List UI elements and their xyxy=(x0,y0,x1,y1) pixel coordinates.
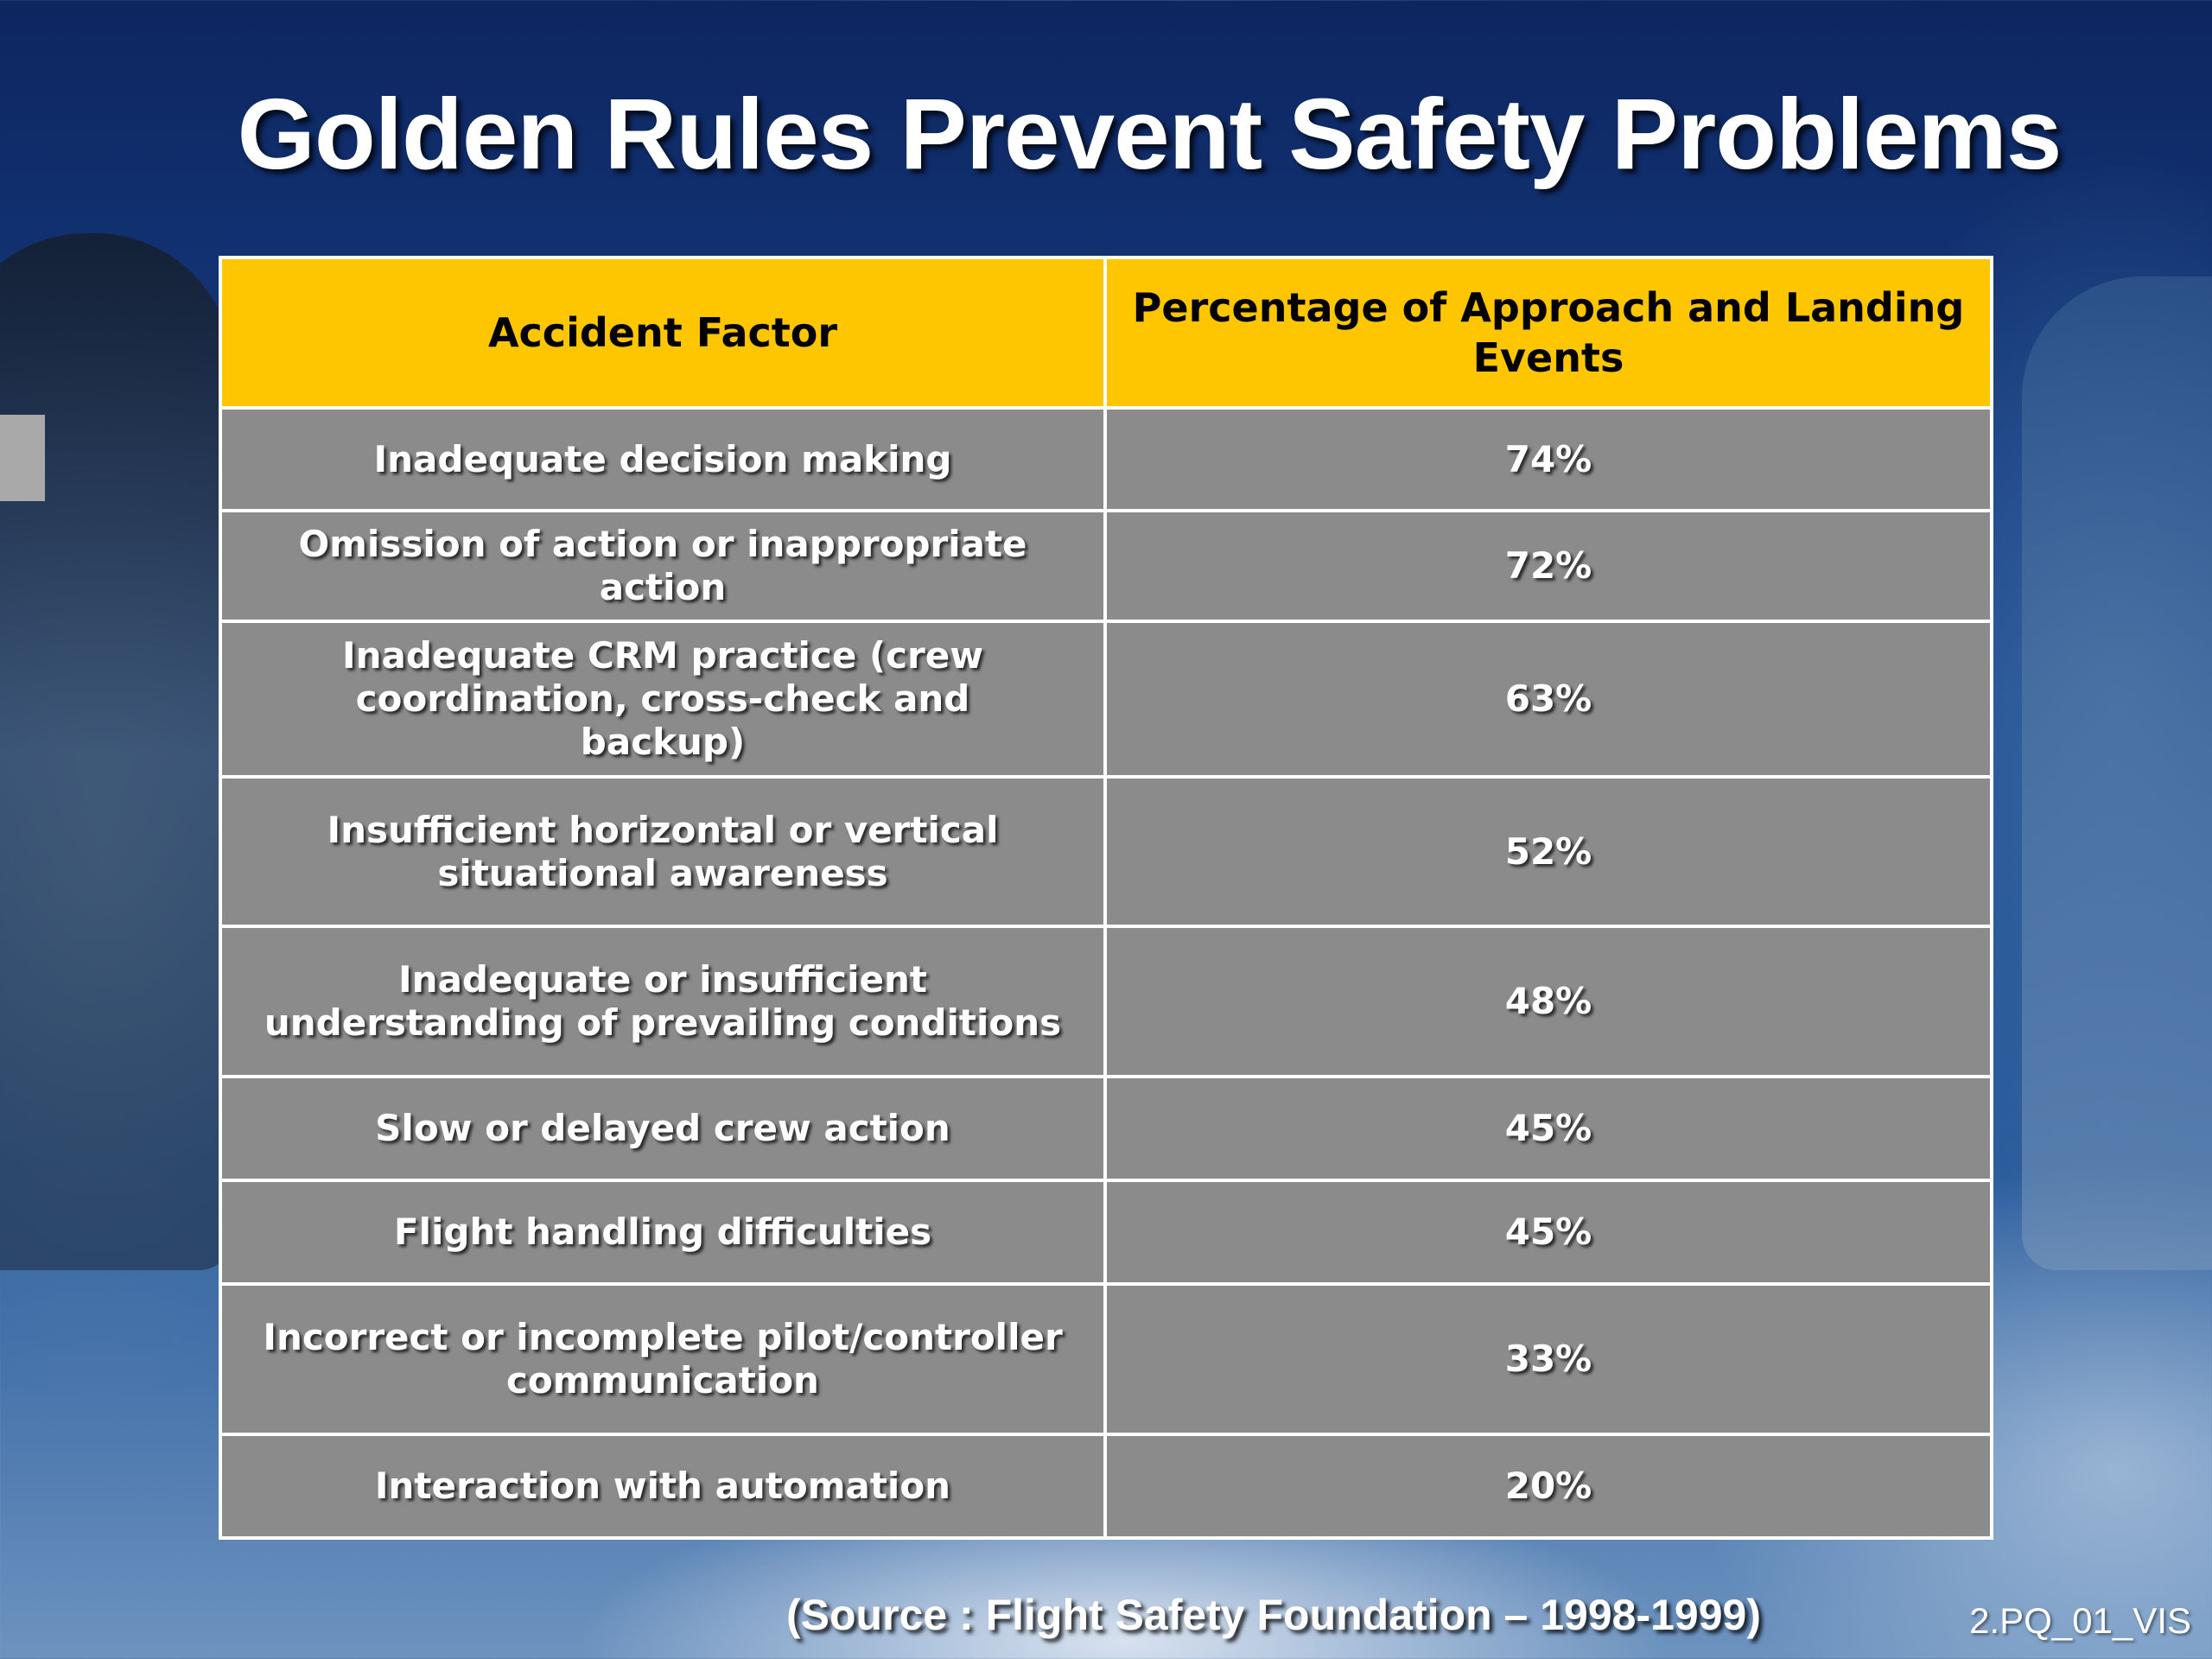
table-header-row xyxy=(220,257,1992,408)
factor-cell: Inadequate CRM practice (crew coordination, cross-check and backup) xyxy=(220,621,1105,777)
side-tab-marker xyxy=(0,415,45,501)
percent-cell: 74% xyxy=(1105,408,1992,511)
factor-cell: Flight handling difficulties xyxy=(220,1180,1105,1284)
percent-cell: 33% xyxy=(1105,1284,1992,1434)
slide-code: 2.PQ_01_VIS xyxy=(1969,1600,2191,1641)
table-row xyxy=(220,1434,1992,1538)
table-row xyxy=(220,777,1992,926)
factor-cell: Interaction with automation xyxy=(220,1434,1105,1538)
factor-cell: Slow or delayed crew action xyxy=(220,1077,1105,1180)
source-citation: (Source : Flight Safety Foundation – 1998-1999) xyxy=(786,1591,1762,1639)
factor-cell: Omission of action or inappropriate action xyxy=(220,511,1105,621)
table-row xyxy=(220,1180,1992,1284)
table-row xyxy=(220,1077,1992,1180)
table-row xyxy=(220,408,1992,511)
accident-factor-table xyxy=(219,256,1993,1540)
percent-cell: 48% xyxy=(1105,926,1992,1077)
factor-cell: Inadequate or insufficient understanding of prevailing conditions xyxy=(220,926,1105,1077)
header-percentage: Percentage of Approach and Landing Events xyxy=(1105,257,1992,408)
factor-cell: Inadequate decision making xyxy=(220,408,1105,511)
percent-cell: 45% xyxy=(1105,1180,1992,1284)
background-pilot-silhouette xyxy=(0,233,233,1270)
background-cockpit-silhouette xyxy=(2022,276,2212,1270)
percent-cell: 45% xyxy=(1105,1077,1992,1180)
factor-cell: Insufficient horizontal or vertical situational awareness xyxy=(220,777,1105,926)
table-row xyxy=(220,1284,1992,1434)
percent-cell: 72% xyxy=(1105,511,1992,621)
table-row xyxy=(220,511,1992,621)
header-accident-factor: Accident Factor xyxy=(220,257,1105,408)
percent-cell: 63% xyxy=(1105,621,1992,777)
table-row xyxy=(220,621,1992,777)
slide-title: Golden Rules Prevent Safety Problems xyxy=(237,78,2062,190)
percent-cell: 20% xyxy=(1105,1434,1992,1538)
table-row xyxy=(220,926,1992,1077)
percent-cell: 52% xyxy=(1105,777,1992,926)
factor-cell: Incorrect or incomplete pilot/controller communication xyxy=(220,1284,1105,1434)
